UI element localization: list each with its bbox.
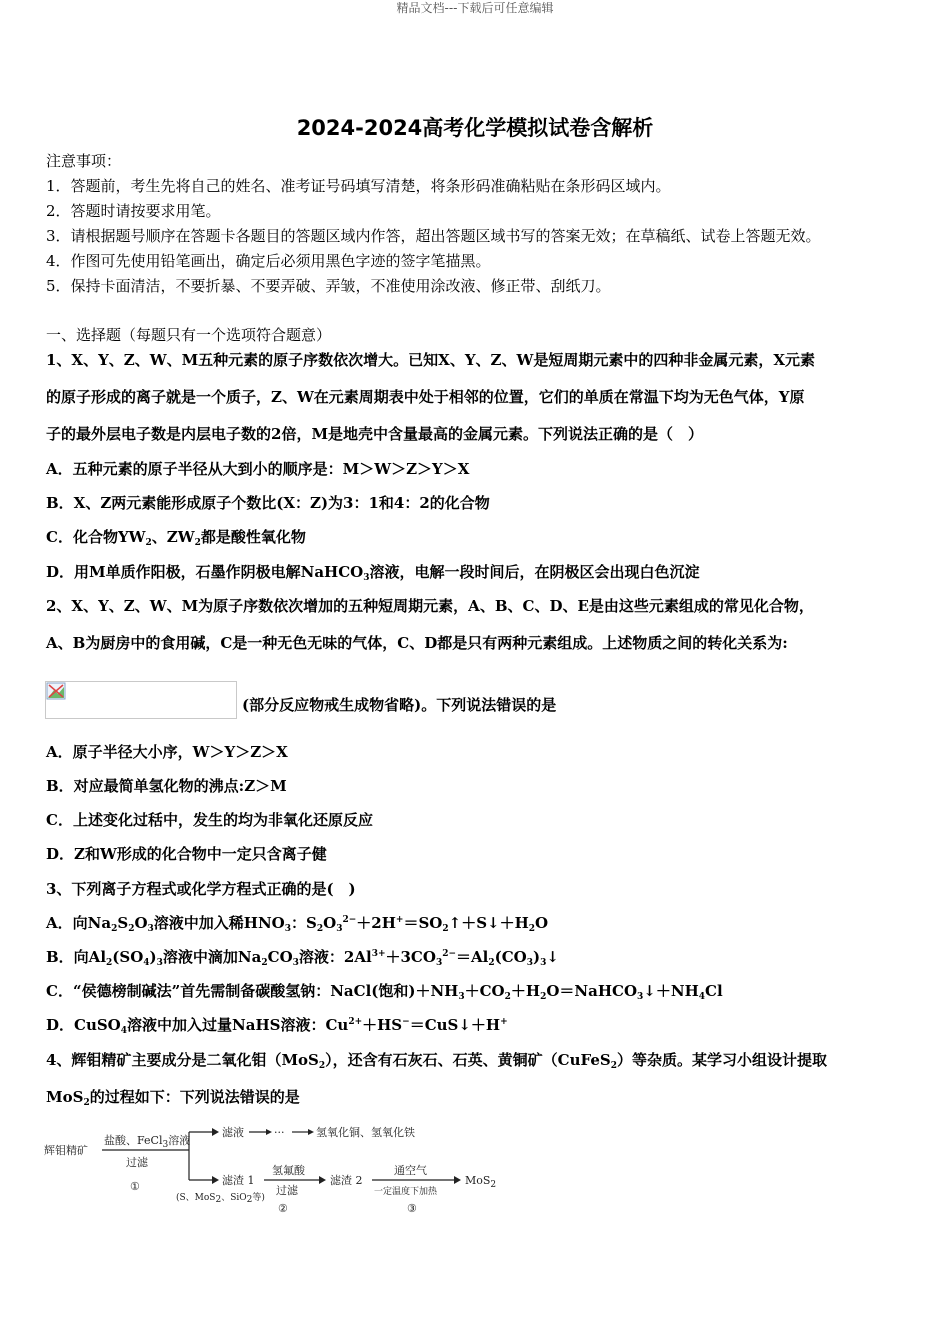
flow-filtrate: 滤液 — [222, 1126, 244, 1139]
q3-option-c: C．“侯德榜制碱法”首先需制备碳酸氢钠：NaCl(饱和)$+NH_3+CO_2+H_2O=NaHCO_3↓+NH_4Cl$ — [46, 982, 723, 1002]
flow-step-1: ① — [130, 1180, 140, 1193]
page-header-watermark: 精品文档---下载后可任意编辑 — [396, 1, 554, 15]
q2-option-d: D．Z和W形成的化合物中一定只含离子健 — [46, 845, 327, 863]
q2-stem-line: 2、X、Y、Z、W、M为原子序数依次增加的五种短周期元素，A、B、C、D、E是由这些元素组成的常见化合物， — [46, 597, 814, 615]
flow-products: 氢氧化铜、氢氧化铁 — [316, 1126, 415, 1139]
flow-arrowhead — [266, 1129, 272, 1135]
broken-image-placeholder — [45, 681, 237, 719]
flow-source: 辉钼精矿 — [44, 1144, 88, 1157]
flow-arrowhead — [308, 1129, 314, 1135]
q2-stem-line: A、B为厨房中的食用碱，C是一种无色无味的气体，C、D都是只有两种元素组成。上述物质之间的转化关系为: — [46, 634, 788, 652]
flow-residue-1: 滤渣 1 — [222, 1174, 255, 1187]
q1-stem-line: 1、X、Y、Z、W、M五种元素的原子序数依次增大。已知X、Y、Z、W是短周期元素中的四种非金属元素，X元素 — [46, 351, 815, 369]
flow-step-3: ③ — [407, 1202, 417, 1215]
q3-option-d: D．CuSO$_4$溶液中加入过量NaHS溶液：$Cu^{2+}+HS^-=CuS↓+H^+$ — [46, 1016, 508, 1036]
flow-product: MoS$_2$ — [465, 1174, 497, 1190]
flow-residue-1-note: (S、MoS2、SiO2等) — [176, 1193, 265, 1205]
q3-option-a: A．向$Na_2S_2O_3$溶液中加入稀$HNO_3$：$S_2O_3^{2-}+2H^+=SO_2↑+S↓+H_2O$ — [46, 914, 549, 934]
q1-option-d: D．用M单质作阳极，石墨作阴极电解NaHCO$_3$溶液，电解一段时间后，在阴极区会出现白色沉淀 — [46, 563, 700, 583]
flow-arrowhead — [454, 1176, 461, 1184]
q2-after-image-text: (部分反应物戒生成物省略)。下列说法错误的是 — [242, 696, 557, 714]
process-flow-diagram — [44, 1118, 514, 1218]
notice-heading: 注意事项： — [46, 152, 122, 170]
broken-image-icon — [46, 682, 66, 700]
flow-op-2: 过滤 — [276, 1184, 298, 1197]
q2-option-c: C．上述变化过秳中，发生的均为非氧化还原反应 — [46, 811, 373, 829]
notice-item: 4．作图可先使用铅笔画出，确定后必须用黑色字迹的签字笔描黑。 — [46, 252, 491, 270]
notice-item: 2．答题时请按要求用笔。 — [46, 202, 221, 220]
flow-arrowhead — [212, 1176, 219, 1184]
flow-op-1: 过滤 — [126, 1156, 148, 1169]
page-title: 2024-2024高考化学模拟试卷含解析 — [296, 116, 654, 140]
q4-stem-line: MoS$_2$的过程如下：下列说法错误的是 — [46, 1088, 300, 1108]
flow-reagent-3: 通空气 — [394, 1164, 427, 1177]
section-heading: 一、选择题（每题只有一个选项符合题意） — [46, 326, 332, 344]
flow-arrowhead — [319, 1176, 326, 1184]
notice-item: 3．请根据题号顺序在答题卡各题目的答题区域内作答，超出答题区域书写的答案无效；在草稿纸、试卷上答题无效。 — [46, 227, 821, 245]
q4-stem-line: 4、辉钼精矿主要成分是二氧化钼（MoS$_2$），还含有石灰石、石英、黄铜矿（CuFeS$_2$）等杂质。某学习小组设计提取 — [46, 1051, 827, 1071]
q2-option-b: B．对应最简单氢化物的沸点:Z＞M — [46, 777, 287, 795]
q3-stem: 3、下列离子方程式或化学方程式正确的是( ) — [46, 880, 356, 898]
q1-option-b: B．X、Z两元素能形成原子个数比(X：Z)为3：1和4：2的化合物 — [46, 494, 490, 512]
flow-reagent-2: 氢氟酸 — [272, 1164, 305, 1177]
flow-residue-2: 滤渣 2 — [330, 1174, 363, 1187]
flow-arrowhead — [212, 1128, 219, 1136]
q1-stem-line: 的原子形成的离子就是一个质子，Z、W在元素周期表中处于相邻的位置，它们的单质在常温下均为无色气体，Y原 — [46, 388, 805, 406]
q1-option-c: C．化合物$YW_2$、$ZW_2$都是酸性氧化物 — [46, 528, 306, 548]
flow-reagent-1: 盐酸、FeCl$_3$溶液 — [104, 1134, 191, 1150]
flow-op-3: 一定温度下加热 — [374, 1187, 438, 1197]
q1-option-a: A．五种元素的原子半径从大到小的顺序是：M＞W＞Z＞Y＞X — [46, 460, 470, 478]
q2-option-a: A．原子半径大小序，W＞Y＞Z＞X — [46, 743, 288, 761]
flow-step-2: ② — [278, 1202, 288, 1215]
notice-item: 5．保持卡面清洁，不要折暴、不要弄破、弄皱，不准使用涂改液、修正带、刮纸刀。 — [46, 277, 611, 295]
q3-option-b: B．向$Al_2(SO_4)_3$溶液中滴加$Na_2CO_3$溶液：$2Al^{3+}+3CO_3^{2-}=Al_2(CO_3)_3↓$ — [46, 948, 559, 968]
notice-item: 1．答题前，考生先将自己的姓名、准考证号码填写清楚，将条形码准确粘贴在条形码区域内。 — [46, 177, 671, 195]
flow-dots: ··· — [274, 1126, 285, 1139]
q1-stem-line: 子的最外层电子数是内层电子数的2倍，M是地壳中含量最高的金属元素。下列说法正确的是（ ） — [46, 425, 704, 443]
